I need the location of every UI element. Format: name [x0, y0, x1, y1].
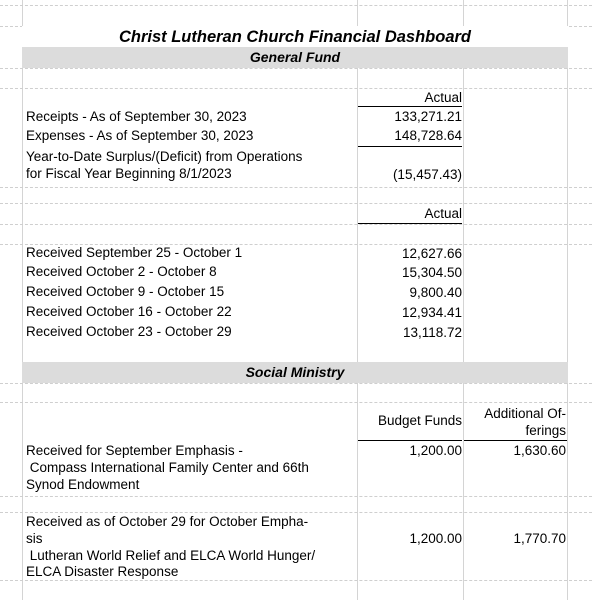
weekly-header-underline: [358, 223, 462, 224]
weekly-label: Received October 9 - October 15: [26, 284, 225, 299]
gridline: [0, 203, 592, 204]
general-fund-heading: General Fund: [249, 49, 341, 65]
october-budget-value: 1,200.00: [409, 531, 462, 546]
budget-funds-header: Budget Funds: [377, 413, 462, 428]
weekly-value: 12,627.66: [401, 246, 462, 261]
gridline: [0, 68, 592, 69]
october-emphasis-label-line-4: ELCA Disaster Response: [26, 564, 179, 579]
september-emphasis-label-line-1: Received for September Emphasis -: [26, 443, 243, 458]
weekly-label: Received October 2 - October 8: [26, 264, 217, 279]
gridline: [0, 383, 592, 384]
page-title: Christ Lutheran Church Financial Dashboard: [118, 28, 472, 46]
expenses-value: 148,728.64: [394, 128, 462, 143]
additional-header-underline: [464, 440, 567, 441]
surplus-value: (15,457.43): [392, 167, 462, 182]
september-budget-value: 1,200.00: [409, 443, 462, 458]
gridline: [0, 402, 592, 403]
weekly-value: 13,118.72: [402, 325, 462, 340]
gridline: [0, 496, 592, 497]
weekly-value: 9,800.40: [409, 285, 462, 300]
actual-column-header: Actual: [424, 90, 462, 105]
weekly-value: 15,304.50: [401, 265, 462, 280]
gridline: [0, 512, 592, 513]
october-additional-value: 1,770.70: [513, 531, 566, 546]
gridline: [0, 187, 592, 188]
budget-header-underline: [358, 440, 462, 441]
october-emphasis-label-line-3: Lutheran World Relief and ELCA World Hunger/: [26, 548, 316, 563]
expenses-label: Expenses - As of September 30, 2023: [26, 128, 254, 143]
surplus-label-line-1: Year-to-Date Surplus/(Deficit) from Operations: [26, 149, 303, 164]
gridline: [0, 88, 592, 89]
additional-offerings-header-line-2: ferings: [525, 423, 566, 438]
additional-offerings-header-line-1: Additional Of-: [484, 406, 566, 421]
social-ministry-heading: Social Ministry: [245, 364, 345, 380]
september-additional-value: 1,630.60: [513, 443, 566, 458]
september-emphasis-label-line-2: Compass International Family Center and 66th: [26, 460, 309, 475]
receipts-value: 133,271.21: [394, 109, 462, 124]
weekly-label: Received October 23 - October 29: [26, 324, 232, 339]
gridline: [0, 224, 592, 225]
receipts-label: Receipts - As of September 30, 2023: [26, 109, 247, 124]
weekly-actual-header: Actual: [424, 206, 462, 221]
september-emphasis-label-line-3: Synod Endowment: [26, 477, 140, 492]
october-emphasis-label-line-2: sis: [26, 531, 43, 546]
gridline: [0, 5, 592, 6]
weekly-label: Received October 16 - October 22: [26, 304, 232, 319]
surplus-label-line-2: for Fiscal Year Beginning 8/1/2023: [26, 166, 232, 181]
weekly-value: 12,934.41: [401, 305, 462, 320]
subtotal-underline: [358, 146, 462, 147]
header-underline: [358, 106, 462, 107]
october-emphasis-label-line-1: Received as of October 29 for October Empha-: [26, 514, 309, 529]
weekly-label: Received September 25 - October 1: [26, 245, 243, 260]
